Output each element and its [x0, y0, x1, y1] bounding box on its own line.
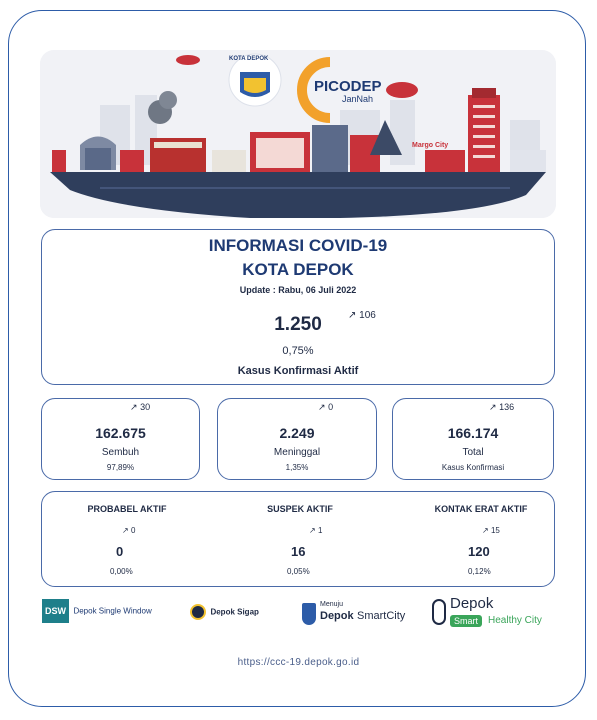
title-line2: KOTA DEPOK [242, 260, 354, 279]
total-label: Total [462, 447, 484, 458]
healthy-city-logo[interactable] [432, 595, 562, 635]
sigap-text: Depok Sigap [210, 607, 259, 617]
deaths-label: Meninggal [273, 447, 321, 458]
healthy-smart: Smart [450, 615, 482, 627]
deaths-card [217, 398, 377, 480]
probable-delta [122, 526, 135, 535]
recovered-percent: 97,89% [106, 463, 135, 472]
recovered-value: 162.675 [95, 425, 146, 441]
active-delta [348, 310, 376, 321]
depok-sigap-logo[interactable] [190, 603, 259, 621]
recovered-delta [130, 402, 150, 413]
deaths-value: 2.249 [279, 425, 315, 441]
smartcity-rest: SmartCity [357, 610, 406, 622]
recovered-label: Sembuh [101, 447, 140, 458]
picodep-logo-sub: JanNah [342, 94, 374, 104]
detail-card [41, 491, 555, 587]
dsw-mark: DSW [42, 599, 69, 623]
deaths-delta-value: 0 [328, 402, 334, 412]
recovered-delta-value: 30 [140, 402, 151, 412]
contact-percent: 0,12% [468, 567, 491, 576]
healthy-rest: Healthy City [488, 615, 542, 626]
probable-title: PROBABEL AKTIF [87, 504, 167, 514]
website-link[interactable]: https://ccc-19.depok.go.id [237, 657, 360, 668]
trend-up-icon: ↗ [309, 526, 316, 535]
probable-column [52, 492, 202, 588]
suspect-title: SUSPEK AKTIF [267, 504, 333, 514]
deaths-delta [318, 402, 333, 413]
margo-city-label: Margo City [412, 142, 449, 149]
active-delta-value: 106 [359, 310, 376, 321]
picodep-logo-title: PICODEP [314, 78, 382, 95]
contact-value: 120 [468, 544, 490, 559]
city-skyline-illustration [40, 50, 556, 218]
probable-value: 0 [116, 544, 124, 559]
total-card [392, 398, 554, 480]
contact-column [406, 492, 556, 588]
suspect-delta-value: 1 [317, 526, 323, 535]
active-cases-card [41, 229, 555, 385]
recovered-card [41, 398, 200, 480]
stethoscope-icon [432, 599, 446, 625]
smartcity-pre: Menuju [320, 601, 343, 608]
trend-up-icon: ↗ [130, 402, 138, 412]
trend-up-icon: ↗ [122, 526, 129, 535]
dsw-text: Depok Single Window [73, 606, 152, 616]
healthy-top: Depok [450, 595, 494, 612]
smartcity-shield-icon [302, 603, 316, 625]
active-percent: 0,75% [282, 345, 314, 357]
trend-up-icon: ↗ [318, 402, 326, 412]
suspect-value: 16 [291, 544, 306, 559]
update-date: Update : Rabu, 06 Juli 2022 [239, 285, 357, 295]
probable-delta-value: 0 [130, 526, 136, 535]
header-banner [40, 50, 556, 218]
trend-up-icon: ↗ [482, 526, 489, 535]
suspect-column [225, 492, 375, 588]
suspect-percent: 0,05% [287, 567, 310, 576]
trend-up-icon: ↗ [489, 402, 497, 412]
smartcity-logo[interactable] [302, 599, 422, 633]
title-line1: INFORMASI COVID-19 [208, 236, 388, 255]
probable-percent: 0,00% [110, 567, 133, 576]
partner-logos [0, 595, 597, 635]
active-label: Kasus Konfirmasi Aktif [237, 365, 359, 377]
contact-delta-value: 15 [490, 526, 500, 535]
kota-depok-logo-text: KOTA DEPOK [229, 56, 269, 62]
smartcity-bold: Depok [320, 610, 354, 622]
total-delta [489, 402, 514, 413]
total-sublabel: Kasus Konfirmasi [441, 463, 505, 472]
trend-up-icon: ↗ [348, 310, 357, 321]
total-value: 166.174 [447, 425, 499, 441]
suspect-delta [309, 526, 322, 535]
contact-title: KONTAK ERAT AKTIF [434, 504, 528, 514]
contact-delta [482, 526, 500, 535]
deaths-percent: 1,35% [285, 463, 309, 472]
active-value: 1.250 [274, 314, 322, 335]
sigap-icon [190, 604, 206, 620]
dsw-logo[interactable] [42, 599, 152, 623]
total-delta-value: 136 [499, 402, 515, 412]
